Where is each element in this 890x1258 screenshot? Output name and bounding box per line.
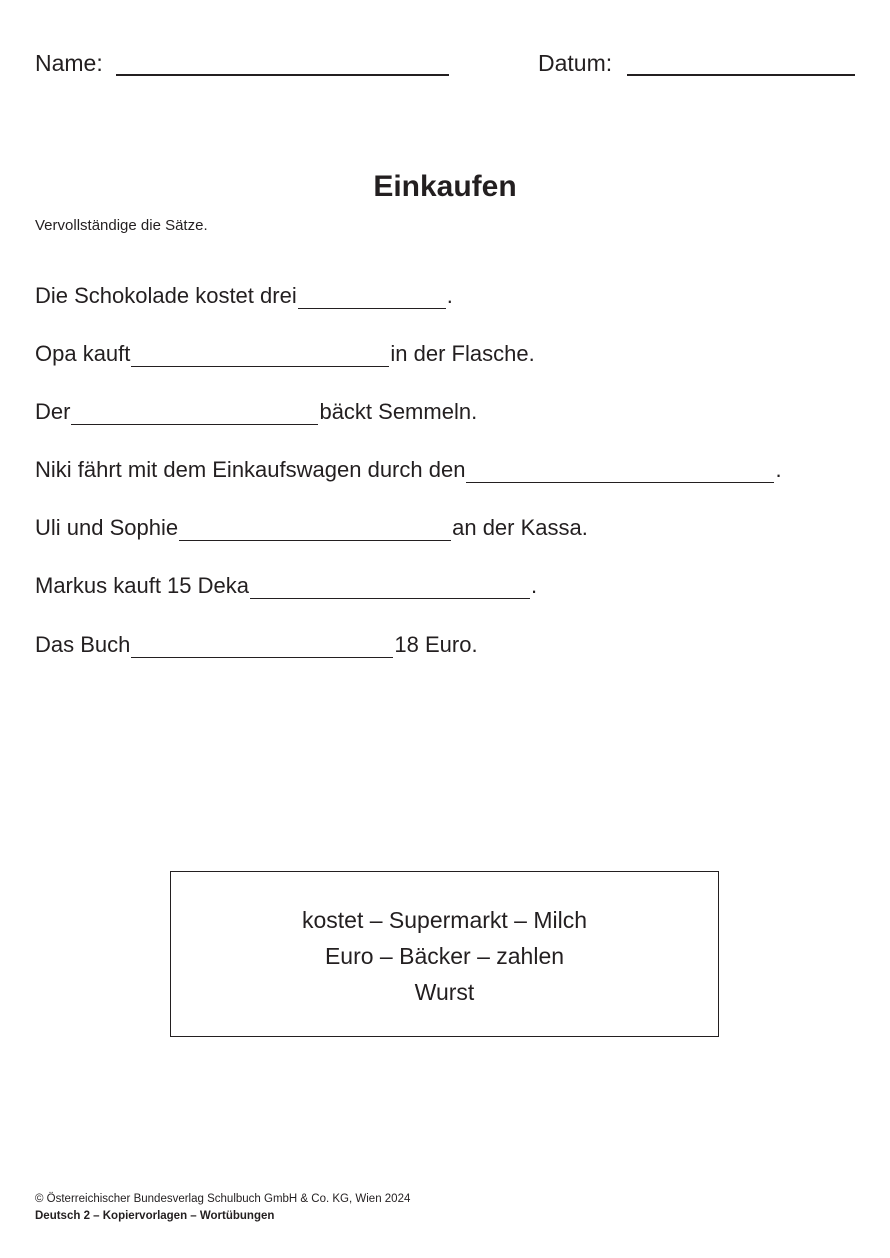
sentence-5-after: an der Kassa. xyxy=(452,515,588,540)
footer-series: Deutsch 2 – Kopiervorlagen – Wortübungen xyxy=(35,1210,275,1222)
name-label: Name: xyxy=(35,50,103,76)
sentence-4 xyxy=(35,453,782,483)
instruction-text: Vervollständige die Sätze. xyxy=(35,217,208,234)
sentence-7-blank[interactable] xyxy=(131,633,393,658)
sentence-1-after: . xyxy=(446,283,453,308)
sentence-1 xyxy=(35,279,453,309)
footer-copyright: © Österreichischer Bundesverlag Schulbuch GmbH & Co. KG, Wien 2024 xyxy=(35,1193,411,1205)
sentence-1-blank[interactable] xyxy=(298,284,446,309)
sentence-2-before: Opa kauft xyxy=(35,341,131,366)
sentence-6-after: . xyxy=(530,573,538,598)
sentence-6-blank[interactable] xyxy=(250,574,530,599)
sentence-5 xyxy=(35,511,588,541)
sentence-7-after: 18 Euro. xyxy=(394,632,478,657)
sentence-2-after: in der Flasche. xyxy=(390,341,535,366)
sentence-4-after: . xyxy=(775,457,782,482)
word-box-line-1: kostet – Supermarkt – Milch xyxy=(301,907,588,933)
name-field[interactable] xyxy=(116,74,449,76)
sentence-7 xyxy=(35,628,478,658)
date-label: Datum: xyxy=(538,50,613,76)
word-box-line-2: Euro – Bäcker – zahlen xyxy=(324,943,565,969)
page-title: Einkaufen xyxy=(373,170,517,203)
word-box xyxy=(170,871,719,1037)
sentence-6-before: Markus kauft 15 Deka xyxy=(35,573,249,598)
word-box-line-3: Wurst xyxy=(414,979,475,1005)
sentence-2-blank[interactable] xyxy=(131,342,389,367)
sentence-3-blank[interactable] xyxy=(71,400,318,425)
sentence-3 xyxy=(35,395,477,425)
sentence-7-before: Das Buch xyxy=(35,632,131,657)
sentence-3-after: bäckt Semmeln. xyxy=(319,399,478,424)
sentence-3-before: Der xyxy=(35,399,71,424)
sentence-4-blank[interactable] xyxy=(466,458,774,483)
sentence-6 xyxy=(35,569,537,599)
sentence-1-before: Die Schokolade kostet drei xyxy=(35,283,297,308)
sentence-4-before: Niki fährt mit dem Einkaufswagen durch den xyxy=(35,457,466,482)
sentence-2 xyxy=(35,337,535,367)
sentence-5-before: Uli und Sophie xyxy=(35,515,179,540)
sentence-5-blank[interactable] xyxy=(179,516,451,541)
date-field[interactable] xyxy=(627,74,855,76)
